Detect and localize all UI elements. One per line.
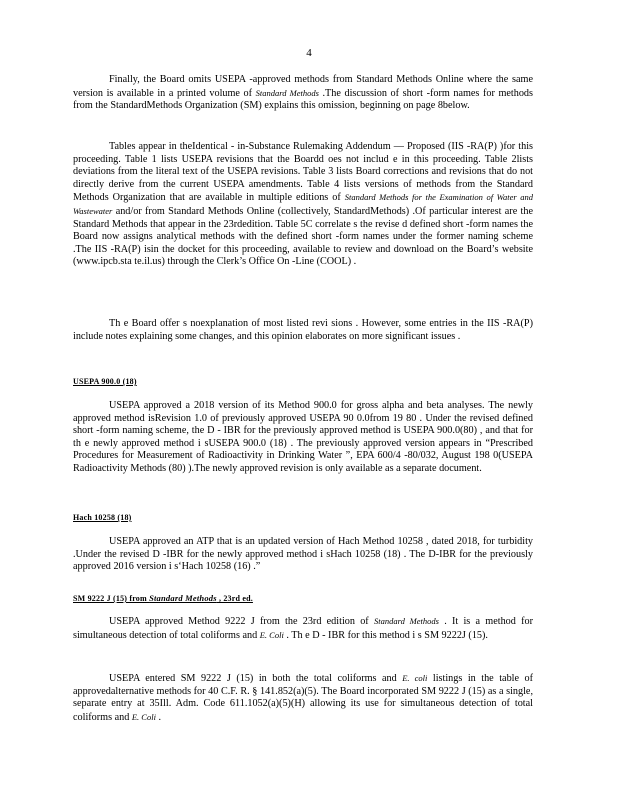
text-run: Finally, the Board omits USEPA -approved methods from Standard Methods Online where the same version is available in a printed volume of xyxy=(73,74,533,99)
text-run: and/or from Standard Methods Online (collectively, StandardMethods) .Of particular interest are the Standard Methods that appear in the 23rdedition. Table 5C correlate s the revise d defined short -form names the Board now assigns analytical methods with the defined short -form names under the former naming scheme .The IIS -RA(P) isin the docket for this proceeding, available to review and download on the Board’s website (www.ipcb.sta te.il.us) through the Clerk’s Office On -Line (COOL) . xyxy=(73,205,533,268)
text-run: . It is a method for simultaneous detection of total coliforms and xyxy=(73,616,533,641)
section-heading-usepa-900: USEPA 900.0 (18) xyxy=(73,377,137,386)
page-number: 4 xyxy=(306,47,312,59)
paragraph-usepa-900 xyxy=(73,400,533,476)
italic-title: Standard Methods xyxy=(373,616,439,626)
paragraph-explanation xyxy=(73,318,533,343)
section-heading-hach-10258: Hach 10258 (18) xyxy=(73,513,132,522)
text-run: Th e Board offer s noexplanation of most listed revi sions . However, some entries in the IIS -RA(P) include notes explaining some changes, and this opinion elaborates on more significant issues . xyxy=(73,318,533,342)
text-run: , 23rd ed. xyxy=(216,594,253,603)
italic-species: E. coli xyxy=(402,673,428,683)
section-heading-sm-9222 xyxy=(73,592,253,606)
paragraph-hach-10258 xyxy=(73,536,533,574)
paragraph-sm-9222-approval xyxy=(73,615,533,642)
italic-title: Standard Methods for the Examination of Water and Wastewater xyxy=(73,192,533,216)
text-run: USEPA entered SM 9222 J (15) in both the total coliforms and xyxy=(109,673,403,684)
text-run: SM 9222 J (15) from xyxy=(73,594,150,603)
italic-species: E. Coli xyxy=(259,629,284,640)
text-run: USEPA approved an ATP that is an updated version of Hach Method 10258 , dated 2018, for turbidity .Under the revised D -IBR for the newly approved method i sHach 10258 (18) . The D-IBR for the previously approved 2016 version i s‘Hach 10258 (16) .” xyxy=(73,536,533,573)
paragraph-tables xyxy=(73,141,533,269)
text-run: USEPA approved a 2018 version of its Method 900.0 for gross alpha and beta analyses. The newly approved method isRevision 1.0 of previously approved USEPA 90 0.0from 19 80 . Under the revised defined short -form naming scheme, the D - IBR for the previously approved method is USEPA 900.0(80) , and that for th e newly approved method i sUSEPA 900.0 (18) . The previously approved version appears in “Prescribed Procedures for Measurement of Radioactivity in Drinking Water ”, EPA 600/4 -80/032, August 198 0(USEPA Radioactivity Methods (80) ).The newly approved revision is only available as a separate document. xyxy=(73,400,533,474)
text-run: Tables appear in theIdentical - in-Substance Rulemaking Addendum — Proposed (IIS -RA(P) )for this proceeding. Table 1 lists USEPA revisions that the Boardd oes not includ e in this proceeding. Table 2lists deviations from the literal text of the USEPA revisions. Table 3 lists Board corrections and revisions that do not directly derive from the current USEPA amendments. Table 4 lists versions of methods from the Standard Methods Organization that are available in multiple editions of xyxy=(73,141,533,204)
text-run: . Th e D - IBR for this method i s SM 9222J (15). xyxy=(283,629,488,641)
text-run: .The discussion of short -form names for methods from the StandardMethods Organization (SM) explains this omission, beginning on page 8below. xyxy=(73,87,533,112)
text-run: . xyxy=(155,711,162,723)
paragraph-intro xyxy=(73,74,533,113)
text-run: USEPA approved Method 9222 J from the 23rd edition of xyxy=(109,616,374,627)
text-run: listings in the table of approvedalternative methods for 40 C.F. R. § 141.852(a)(5). The Board incorporated SM 9222 J (15) as a single, separate entry at 35Ill. Adm. Code 611.1052(a)(5)(H) allowing its use for simultaneous detection of total coliforms and xyxy=(73,673,534,723)
italic-title: Standard Methods xyxy=(255,87,319,98)
paragraph-sm-9222-listing xyxy=(73,672,533,724)
italic-species: E. Coli xyxy=(131,711,156,722)
italic-title: Standard Methods xyxy=(149,593,217,603)
